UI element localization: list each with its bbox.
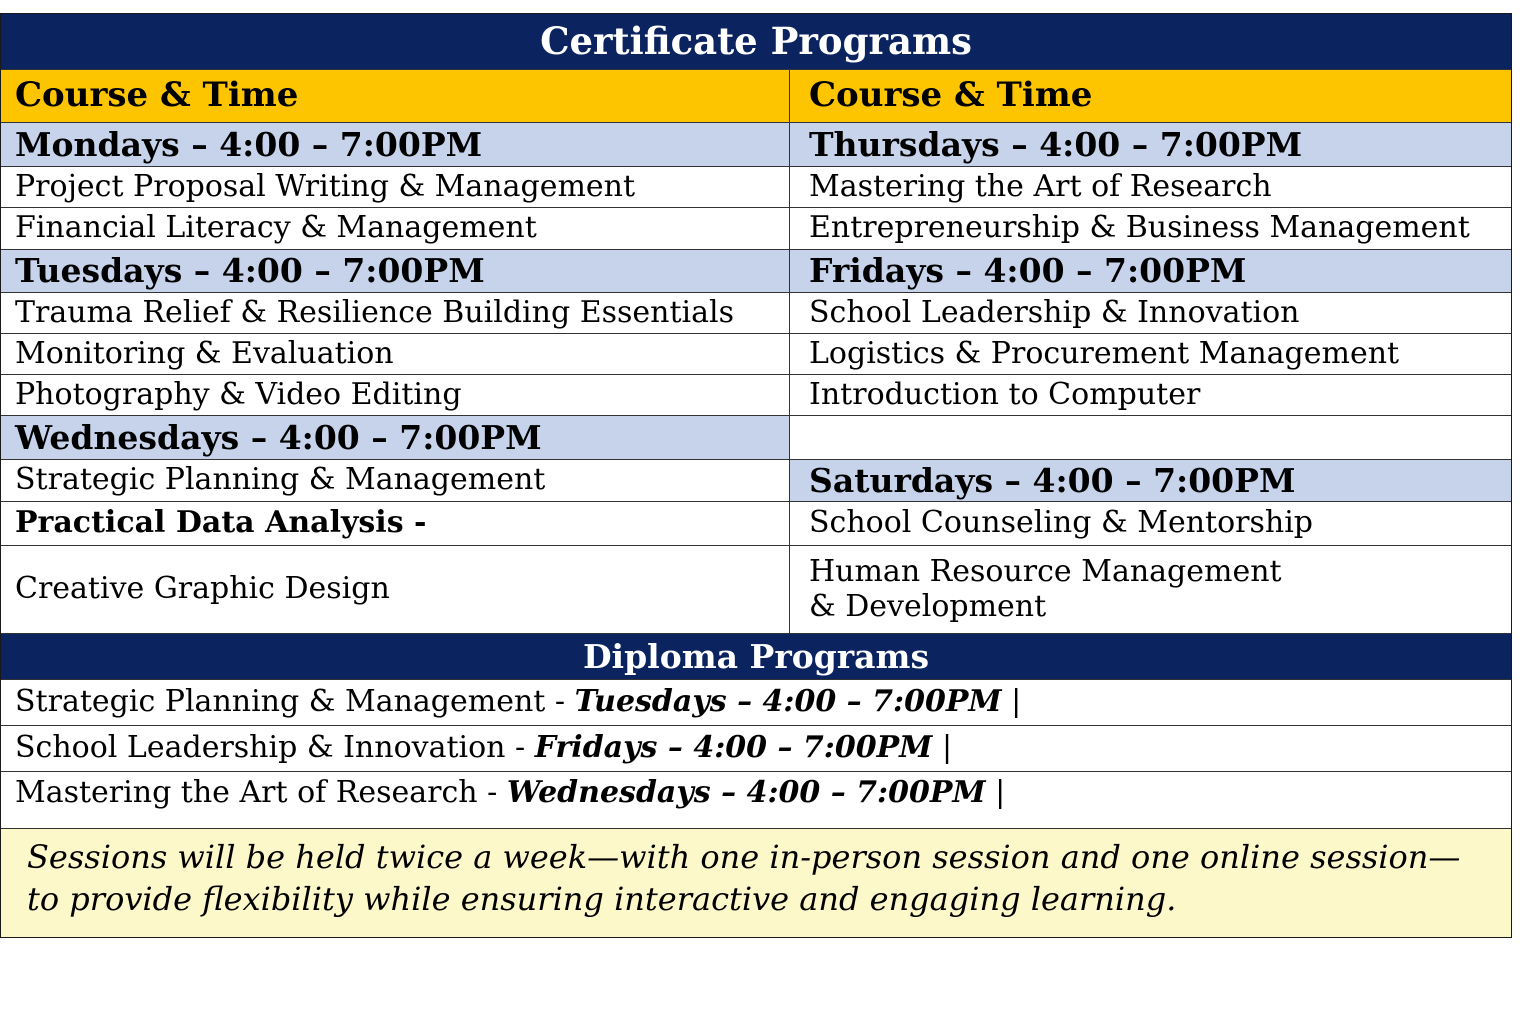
diploma-schedule: Wednesdays – 4:00 – 7:00PM <box>506 775 986 810</box>
course-cell: Creative Graphic Design <box>1 546 790 633</box>
table-row <box>1 250 1511 293</box>
course-cell: Strategic Planning & Management <box>1 460 790 501</box>
course-cell: Photography & Video Editing <box>1 375 790 415</box>
table-row <box>1 293 1511 334</box>
table-row <box>1 167 1511 208</box>
course-cell: Entrepreneurship & Business Management <box>809 210 1470 246</box>
table-row <box>1 375 1511 416</box>
table-row <box>1 416 1511 460</box>
column-header-right: Course & Time <box>790 70 1511 122</box>
course-cell: Mastering the Art of Research <box>809 168 1272 204</box>
course-cell: Introduction to Computer <box>809 376 1201 412</box>
course-cell: Monitoring & Evaluation <box>1 334 790 374</box>
empty-cell <box>790 416 1511 459</box>
course-cell: Practical Data Analysis - <box>1 502 790 545</box>
diploma-course: School Leadership & Innovation - <box>15 730 526 766</box>
course-cell: Financial Literacy & Management <box>1 208 790 249</box>
diploma-row <box>1 680 1511 726</box>
diploma-item <box>1 772 1511 828</box>
diploma-item <box>1 680 1511 725</box>
diploma-schedule: Fridays – 4:00 – 7:00PM <box>534 730 933 766</box>
diploma-separator: | <box>941 730 953 766</box>
course-cell: Logistics & Procurement Management <box>809 335 1400 371</box>
course-cell: School Leadership & Innovation <box>809 294 1300 330</box>
table-row <box>1 208 1511 250</box>
day-heading-wednesdays: Wednesdays – 4:00 – 7:00PM <box>1 416 790 459</box>
course-cell: Human Resource Management & Development <box>809 554 1282 624</box>
note-row <box>1 829 1511 937</box>
day-heading-mondays: Mondays – 4:00 – 7:00PM <box>1 123 790 166</box>
diploma-course: Strategic Planning & Management - <box>15 684 566 720</box>
diploma-separator: | <box>1011 684 1022 720</box>
course-cell: Project Proposal Writing & Management <box>1 167 790 207</box>
table-row <box>1 123 1511 167</box>
diploma-row <box>1 772 1511 829</box>
diploma-banner-row <box>1 634 1511 680</box>
day-heading-tuesdays: Tuesdays – 4:00 – 7:00PM <box>1 250 790 292</box>
diploma-row <box>1 726 1511 772</box>
day-heading-saturdays: Saturdays – 4:00 – 7:00PM <box>790 460 1511 501</box>
course-cell: School Counseling & Mentorship <box>809 505 1313 541</box>
certificate-programs-title: Certificate Programs <box>1 14 1511 69</box>
column-header-left: Course & Time <box>1 70 790 122</box>
diploma-course: Mastering the Art of Research - <box>15 775 498 810</box>
day-heading-fridays: Fridays – 4:00 – 7:00PM <box>790 250 1511 292</box>
table-row <box>1 334 1511 375</box>
table-row <box>1 502 1511 546</box>
diploma-separator: | <box>995 775 1006 810</box>
day-heading-thursdays: Thursdays – 4:00 – 7:00PM <box>790 123 1511 166</box>
diploma-item <box>1 726 1511 771</box>
course-cell: Trauma Relief & Resilience Building Essentials <box>1 293 790 333</box>
diploma-programs-title: Diploma Programs <box>1 634 1511 679</box>
diploma-schedule: Tuesdays – 4:00 – 7:00PM <box>574 684 1002 720</box>
program-schedule-table <box>0 13 1512 938</box>
sessions-note: Sessions will be held twice a week—with one in-person session and one online session—to provide flexibility while ensuring interactive and engaging learning. <box>1 829 1511 937</box>
table-row <box>1 460 1511 502</box>
column-header-row <box>1 70 1511 123</box>
table-row <box>1 546 1511 634</box>
certificate-banner-row <box>1 14 1511 70</box>
